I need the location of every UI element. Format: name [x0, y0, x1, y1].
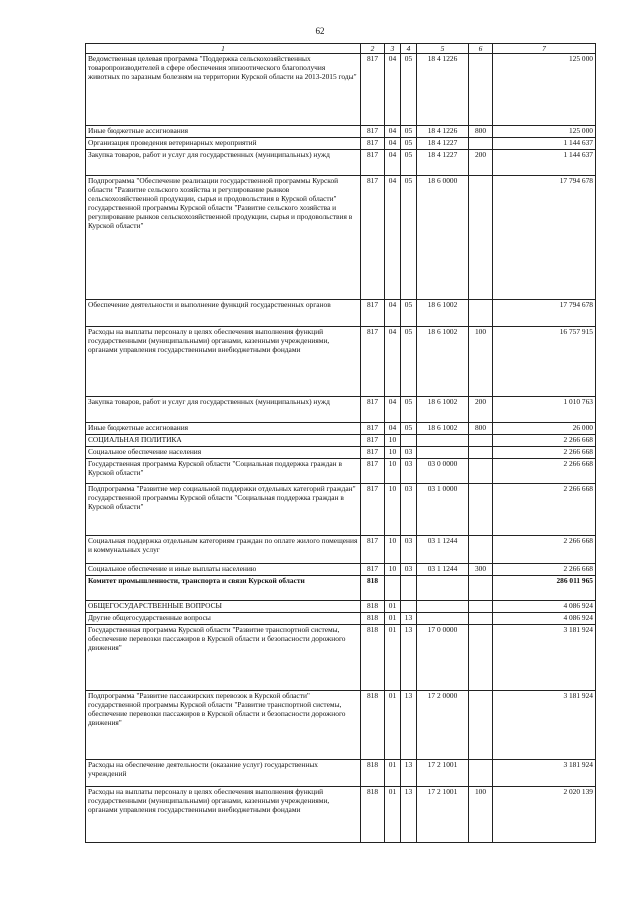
cell-target-article — [417, 576, 469, 601]
column-number: 3 — [385, 44, 401, 54]
cell-expense-name: Иные бюджетные ассигнования — [86, 423, 361, 435]
cell-department-code: 817 — [361, 150, 385, 176]
table-row — [86, 459, 596, 484]
cell-section-code: 10 — [385, 484, 401, 536]
cell-section-code: 10 — [385, 564, 401, 576]
cell-target-article — [417, 447, 469, 459]
table-row — [86, 536, 596, 564]
cell-expense-name: Обеспечение деятельности и выполнение функций государственных органов — [86, 300, 361, 327]
cell-section-code: 10 — [385, 447, 401, 459]
cell-subsection-code: 05 — [401, 126, 417, 138]
cell-amount: 4 086 924 — [493, 613, 596, 625]
cell-subsection-code — [401, 601, 417, 613]
table-row — [86, 435, 596, 447]
cell-expense-type — [469, 459, 493, 484]
column-number: 5 — [417, 44, 469, 54]
cell-subsection-code: 05 — [401, 397, 417, 423]
cell-expense-name: Ведомственная целевая программа "Поддержка сельскохозяйственных товаропроизводителей в сфере обеспечения эпизоотического благополучия животных по заразным болезням на территории Курской области на 2013-2015 годы" — [86, 54, 361, 126]
cell-amount: 125 000 — [493, 126, 596, 138]
cell-expense-type — [469, 625, 493, 691]
cell-amount: 1 144 637 — [493, 150, 596, 176]
cell-target-article — [417, 601, 469, 613]
cell-expense-type — [469, 601, 493, 613]
cell-expense-type: 200 — [469, 397, 493, 423]
column-number: 6 — [469, 44, 493, 54]
column-number: 7 — [493, 44, 596, 54]
table-row — [86, 176, 596, 300]
cell-target-article: 18 4 1226 — [417, 126, 469, 138]
cell-amount: 286 011 965 — [493, 576, 596, 601]
cell-subsection-code: 03 — [401, 564, 417, 576]
cell-expense-type: 800 — [469, 423, 493, 435]
cell-target-article: 17 2 0000 — [417, 691, 469, 760]
cell-section-code: 01 — [385, 625, 401, 691]
cell-expense-type: 200 — [469, 150, 493, 176]
cell-expense-name: Подпрограмма "Развитие мер социальной поддержки отдельных категорий граждан" государственной программы Курской области "Социальная поддержка граждан в Курской области" — [86, 484, 361, 536]
cell-expense-name: Расходы на выплаты персоналу в целях обеспечения выполнения функций государственными (муниципальными) органами, казенными учреждениями, органами управления государственными внебюджетными фондами — [86, 327, 361, 397]
table-row — [86, 300, 596, 327]
column-number: 4 — [401, 44, 417, 54]
cell-amount: 3 181 924 — [493, 760, 596, 787]
cell-department-code: 817 — [361, 447, 385, 459]
cell-section-code: 04 — [385, 54, 401, 126]
cell-department-code: 817 — [361, 536, 385, 564]
cell-department-code: 818 — [361, 601, 385, 613]
cell-target-article: 18 6 1002 — [417, 423, 469, 435]
cell-subsection-code: 05 — [401, 327, 417, 397]
cell-expense-name: Закупка товаров, работ и услуг для государственных (муниципальных) нужд — [86, 397, 361, 423]
cell-subsection-code: 03 — [401, 536, 417, 564]
cell-target-article: 03 1 1244 — [417, 536, 469, 564]
cell-department-code: 817 — [361, 138, 385, 150]
column-number-header-row — [86, 44, 596, 54]
cell-section-code: 04 — [385, 150, 401, 176]
table-row — [86, 54, 596, 126]
cell-department-code: 817 — [361, 435, 385, 447]
cell-amount: 2 266 668 — [493, 435, 596, 447]
cell-section-code: 04 — [385, 176, 401, 300]
cell-subsection-code: 05 — [401, 300, 417, 327]
cell-expense-name: Социальное обеспечение населения — [86, 447, 361, 459]
cell-target-article: 17 0 0000 — [417, 625, 469, 691]
cell-subsection-code — [401, 435, 417, 447]
cell-section-code: 01 — [385, 691, 401, 760]
table-row — [86, 447, 596, 459]
cell-expense-type — [469, 613, 493, 625]
cell-subsection-code: 05 — [401, 138, 417, 150]
cell-expense-name: Иные бюджетные ассигнования — [86, 126, 361, 138]
cell-amount: 3 181 924 — [493, 691, 596, 760]
cell-department-code: 817 — [361, 484, 385, 536]
cell-expense-type — [469, 54, 493, 126]
cell-target-article: 17 2 1001 — [417, 760, 469, 787]
cell-expense-type — [469, 576, 493, 601]
cell-subsection-code: 03 — [401, 447, 417, 459]
budget-table — [85, 43, 596, 843]
cell-department-code: 817 — [361, 423, 385, 435]
cell-subsection-code: 05 — [401, 176, 417, 300]
cell-subsection-code: 13 — [401, 760, 417, 787]
column-number: 2 — [361, 44, 385, 54]
cell-target-article: 03 1 0000 — [417, 484, 469, 536]
cell-amount: 17 794 678 — [493, 300, 596, 327]
cell-department-code: 817 — [361, 176, 385, 300]
cell-department-code: 817 — [361, 459, 385, 484]
cell-target-article — [417, 435, 469, 447]
cell-amount: 2 266 668 — [493, 459, 596, 484]
cell-department-code: 818 — [361, 760, 385, 787]
table-row — [86, 397, 596, 423]
cell-target-article: 18 6 1002 — [417, 327, 469, 397]
cell-expense-type: 300 — [469, 564, 493, 576]
table-row — [86, 601, 596, 613]
cell-expense-name: Другие общегосударственные вопросы — [86, 613, 361, 625]
cell-section-code: 04 — [385, 126, 401, 138]
cell-amount: 2 266 668 — [493, 564, 596, 576]
table-row — [86, 564, 596, 576]
cell-section-code: 04 — [385, 300, 401, 327]
cell-subsection-code: 03 — [401, 459, 417, 484]
cell-subsection-code: 13 — [401, 625, 417, 691]
cell-expense-name: Расходы на выплаты персоналу в целях обеспечения выполнения функций государственными (муниципальными) органами, казенными учреждениями, органами управления государственными внебюджетными фондами — [86, 787, 361, 843]
cell-expense-type — [469, 760, 493, 787]
cell-target-article: 18 6 1002 — [417, 397, 469, 423]
cell-department-code: 818 — [361, 691, 385, 760]
cell-expense-name: Государственная программа Курской области "Социальная поддержка граждан в Курской области" — [86, 459, 361, 484]
cell-target-article: 18 4 1227 — [417, 138, 469, 150]
table-row — [86, 150, 596, 176]
cell-section-code: 01 — [385, 613, 401, 625]
cell-department-code: 818 — [361, 576, 385, 601]
cell-expense-type — [469, 484, 493, 536]
cell-section-code: 04 — [385, 423, 401, 435]
table-row — [86, 613, 596, 625]
cell-subsection-code — [401, 576, 417, 601]
cell-expense-name: Государственная программа Курской области "Развитие транспортной системы, обеспечение перевозки пассажиров в Курской области и безопасности дорожного движения" — [86, 625, 361, 691]
cell-section-code: 10 — [385, 536, 401, 564]
cell-department-code: 818 — [361, 613, 385, 625]
cell-section-code: 01 — [385, 787, 401, 843]
cell-department-code: 817 — [361, 300, 385, 327]
cell-amount: 3 181 924 — [493, 625, 596, 691]
cell-expense-name: Расходы на обеспечение деятельности (оказание услуг) государственных учреждений — [86, 760, 361, 787]
table-row — [86, 484, 596, 536]
cell-amount: 125 000 — [493, 54, 596, 126]
cell-subsection-code: 05 — [401, 54, 417, 126]
cell-expense-name: Организация проведения ветеринарных мероприятий — [86, 138, 361, 150]
cell-target-article: 17 2 1001 — [417, 787, 469, 843]
cell-amount: 2 266 668 — [493, 536, 596, 564]
cell-expense-type: 800 — [469, 126, 493, 138]
table-row — [86, 327, 596, 397]
cell-expense-name: Социальное обеспечение и иные выплаты населению — [86, 564, 361, 576]
cell-expense-type — [469, 138, 493, 150]
cell-amount: 16 757 915 — [493, 327, 596, 397]
cell-department-code: 817 — [361, 327, 385, 397]
cell-section-code: 01 — [385, 601, 401, 613]
cell-target-article: 03 1 1244 — [417, 564, 469, 576]
cell-expense-name: Социальная поддержка отдельным категориям граждан по оплате жилого помещения и коммунальных услуг — [86, 536, 361, 564]
cell-department-code: 818 — [361, 625, 385, 691]
cell-department-code: 817 — [361, 126, 385, 138]
cell-department-code: 818 — [361, 787, 385, 843]
cell-department-code: 817 — [361, 397, 385, 423]
cell-target-article: 03 0 0000 — [417, 459, 469, 484]
cell-subsection-code: 13 — [401, 787, 417, 843]
table-row — [86, 760, 596, 787]
cell-expense-type — [469, 176, 493, 300]
column-number: 1 — [86, 44, 361, 54]
cell-target-article: 18 4 1227 — [417, 150, 469, 176]
cell-department-code: 817 — [361, 564, 385, 576]
cell-section-code — [385, 576, 401, 601]
cell-department-code: 817 — [361, 54, 385, 126]
cell-section-code: 01 — [385, 760, 401, 787]
cell-expense-name: Закупка товаров, работ и услуг для государственных (муниципальных) нужд — [86, 150, 361, 176]
cell-amount: 2 020 139 — [493, 787, 596, 843]
table-row — [86, 787, 596, 843]
cell-expense-type — [469, 435, 493, 447]
cell-expense-type — [469, 536, 493, 564]
cell-section-code: 04 — [385, 397, 401, 423]
cell-target-article: 18 4 1226 — [417, 54, 469, 126]
cell-subsection-code: 05 — [401, 423, 417, 435]
cell-subsection-code: 05 — [401, 150, 417, 176]
table-row — [86, 423, 596, 435]
cell-target-article — [417, 613, 469, 625]
cell-expense-type: 100 — [469, 327, 493, 397]
cell-expense-name: Комитет промышленности, транспорта и связи Курской области — [86, 576, 361, 601]
cell-section-code: 10 — [385, 435, 401, 447]
cell-expense-type — [469, 447, 493, 459]
cell-amount: 2 266 668 — [493, 484, 596, 536]
table-row — [86, 625, 596, 691]
cell-section-code: 04 — [385, 327, 401, 397]
cell-subsection-code: 03 — [401, 484, 417, 536]
cell-expense-name: Подпрограмма "Обеспечение реализации государственной программы Курской области "Развитие сельского хозяйства и регулирование рынков сельскохозяйственной продукции, сырья и продовольствия в Курской области" государственной программы Курской области "Развитие сельского хозяйства и регулирование рынков сельскохозяйственной продукции, сырья и продовольствия в Курской области" — [86, 176, 361, 300]
table-row — [86, 576, 596, 601]
cell-expense-name: Подпрограмма "Развитие пассажирских перевозок в Курской области" государственной программы Курской области "Развитие транспортной системы, обеспечение перевозки пассажиров в Курской области и безопасности дорожного движения" — [86, 691, 361, 760]
table-row — [86, 138, 596, 150]
cell-expense-name: ОБЩЕГОСУДАРСТВЕННЫЕ ВОПРОСЫ — [86, 601, 361, 613]
cell-expense-type — [469, 691, 493, 760]
cell-amount: 1 144 637 — [493, 138, 596, 150]
table-row — [86, 126, 596, 138]
cell-target-article: 18 6 1002 — [417, 300, 469, 327]
cell-amount: 17 794 678 — [493, 176, 596, 300]
cell-subsection-code: 13 — [401, 691, 417, 760]
cell-amount: 26 000 — [493, 423, 596, 435]
cell-expense-name: СОЦИАЛЬНАЯ ПОЛИТИКА — [86, 435, 361, 447]
cell-target-article: 18 6 0000 — [417, 176, 469, 300]
cell-amount: 1 010 763 — [493, 397, 596, 423]
table-row — [86, 691, 596, 760]
cell-section-code: 10 — [385, 459, 401, 484]
cell-section-code: 04 — [385, 138, 401, 150]
cell-subsection-code: 13 — [401, 613, 417, 625]
cell-expense-type: 100 — [469, 787, 493, 843]
cell-amount: 4 086 924 — [493, 601, 596, 613]
cell-amount: 2 266 668 — [493, 447, 596, 459]
cell-expense-type — [469, 300, 493, 327]
page-number: 62 — [315, 26, 325, 36]
